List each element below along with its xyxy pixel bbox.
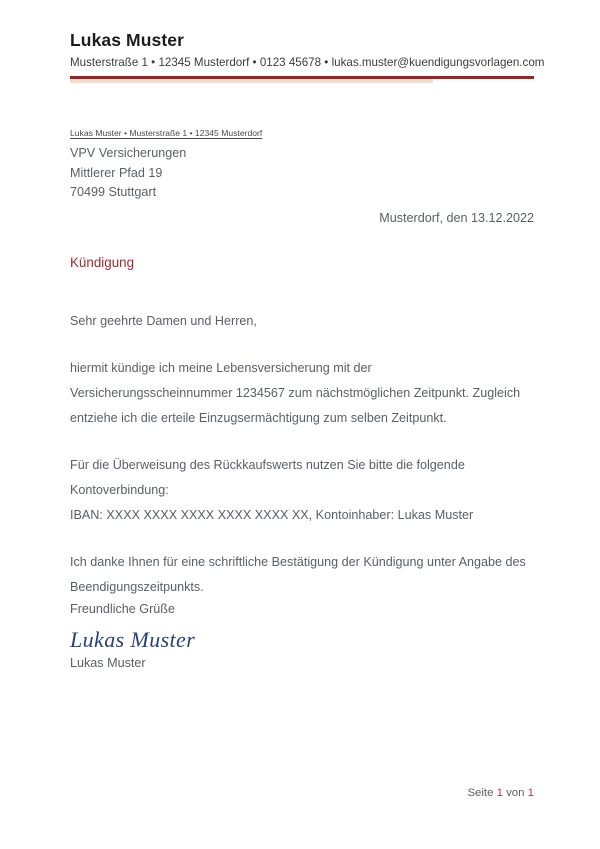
- return-address-line: Lukas Muster • Musterstraße 1 • 12345 Musterdorf: [70, 128, 263, 138]
- sender-name: Lukas Muster: [70, 30, 185, 50]
- handwritten-signature: Lukas Muster: [70, 627, 196, 652]
- closing-block: [70, 597, 195, 672]
- valediction: Freundliche Grüße: [70, 602, 175, 616]
- typed-signature-name: Lukas Muster: [70, 656, 146, 671]
- salutation: Sehr geehrte Damen und Herren,: [70, 314, 257, 328]
- recipient-address-block: [70, 144, 186, 203]
- header-divider: [70, 76, 534, 85]
- letterhead: [70, 30, 545, 70]
- bank-details-line: IBAN: XXXX XXXX XXXX XXXX XXXX XX, Kontoinhaber: Lukas Muster: [70, 508, 474, 522]
- sender-contact-line: Musterstraße 1 • 12345 Musterdorf • 0123 45678 • lukas.muster@kuendigungsvorlagen.com: [70, 55, 545, 69]
- page-footer: [467, 787, 534, 799]
- date-line: Musterdorf, den 13.12.2022: [379, 211, 534, 225]
- footer-total-pages: 1: [527, 787, 534, 799]
- footer-label-page: Seite: [467, 787, 494, 799]
- header-divider-accent: [70, 79, 433, 83]
- recipient-line-city: 70499 Stuttgart: [70, 185, 157, 199]
- body-paragraph-1: hiermit kündige ich meine Lebensversicherung mit der Versicherungsscheinnummer 1234567 zum nächstmöglichen Zeitpunkt. Zugleich entziehe ich die erteile Einzugsermächtigung zum selben Zeitpunkt.: [70, 361, 521, 425]
- recipient-line-company: VPV Versicherungen: [70, 146, 187, 160]
- letter-body: [70, 309, 536, 622]
- body-paragraph-2: Für die Überweisung des Rückkaufswerts nutzen Sie bitte die folgende Kontoverbindung:: [70, 458, 465, 497]
- subject-heading: Kündigung: [70, 255, 135, 270]
- footer-label-of: von: [506, 787, 525, 799]
- footer-current-page: 1: [496, 787, 503, 799]
- recipient-line-street: Mittlerer Pfad 19: [70, 165, 163, 180]
- body-paragraph-3: Ich danke Ihnen für eine schriftliche Bestätigung der Kündigung unter Angabe des Beendigungszeitpunkts.: [70, 555, 526, 594]
